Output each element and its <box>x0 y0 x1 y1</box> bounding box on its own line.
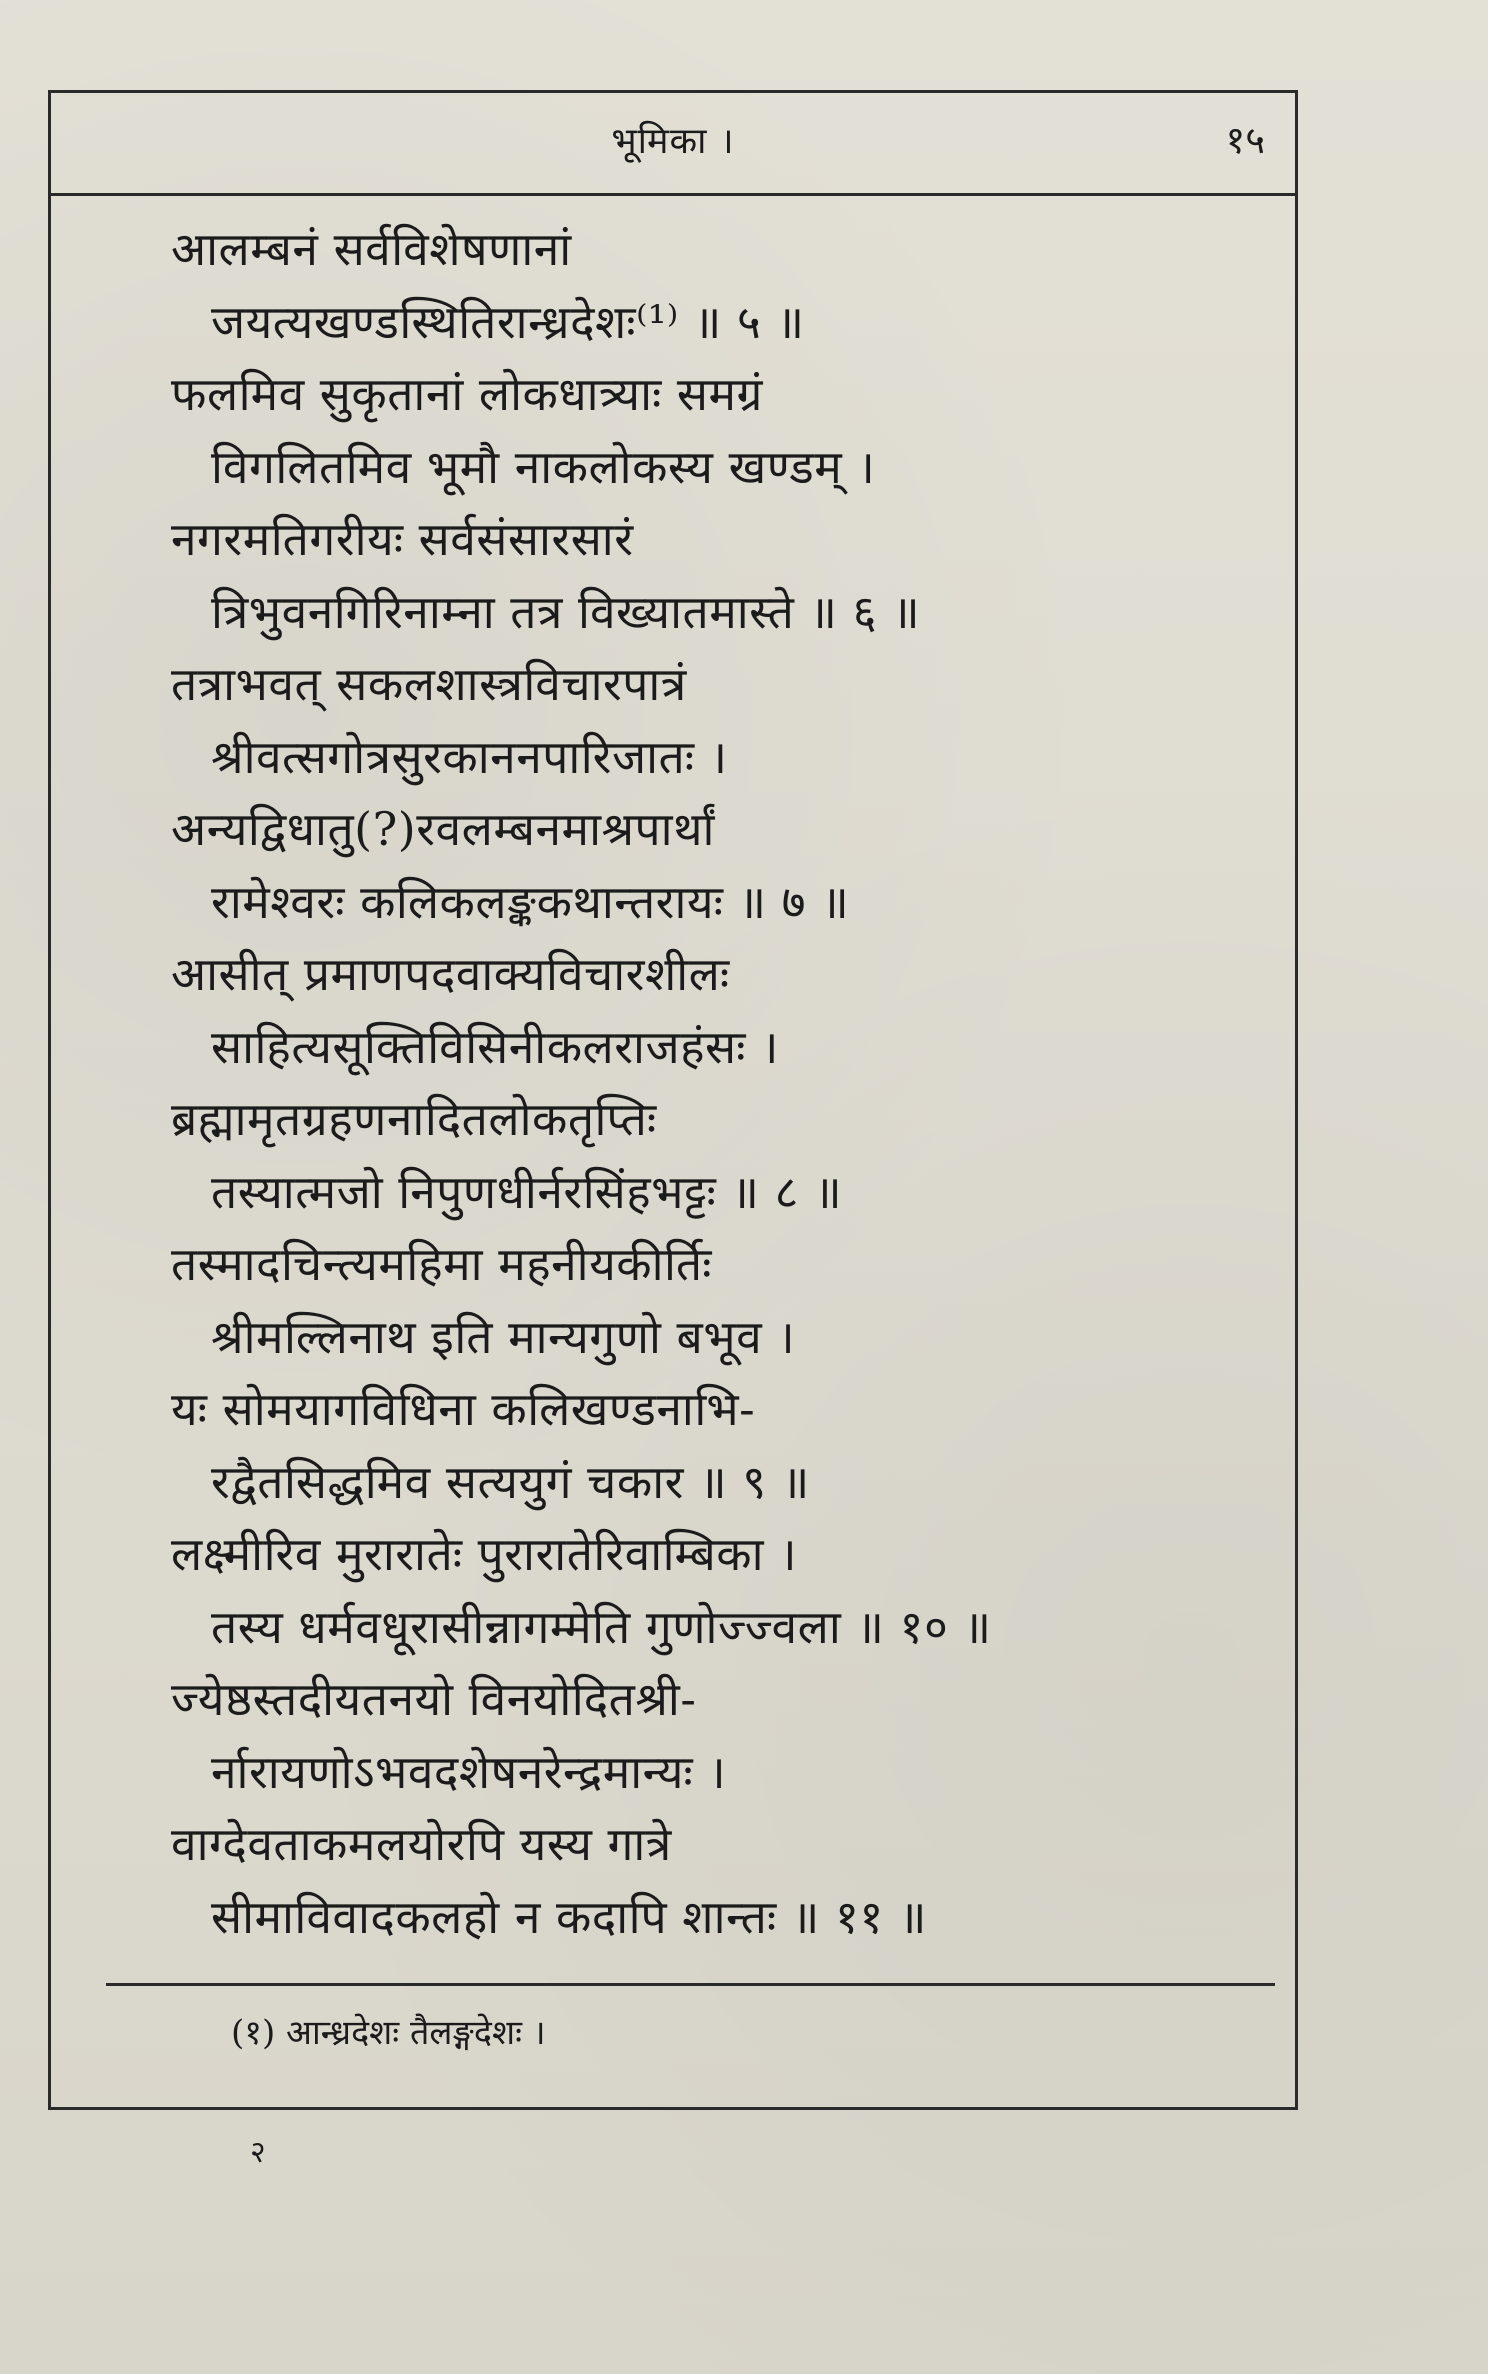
verse-line: तस्य धर्मवधूरासीन्नागम्मेति गुणोज्ज्वला ॥ १० ॥ <box>211 1599 992 1654</box>
verse-line: त्रिभुवनगिरिनाम्ना तत्र विख्यातमास्ते ॥ ६ ॥ <box>211 584 921 639</box>
verse-line: सीमाविवादकलहो न कदापि शान्तः ॥ ११ ॥ <box>211 1889 927 1944</box>
verse-line: आसीत् प्रमाणपदवाक्यविचारशीलः <box>171 947 730 1001</box>
verse-line: आलम्बनं सर्वविशेषणानां <box>171 222 572 276</box>
verse-line: तत्राभवत् सकलशास्त्रविचारपात्रं <box>171 657 687 711</box>
verse-line: रामेश्वरः कलिकलङ्ककथान्तरायः ॥ ७ ॥ <box>211 874 850 929</box>
verse-line: श्रीवत्सगोत्रसुरकाननपारिजातः । <box>211 729 728 784</box>
verse-line: फलमिव सुकृतानां लोकधात्र्याः समग्रं <box>171 367 763 421</box>
verse-line: वाग्देवताकमलयोरपि यस्य गात्रे <box>171 1817 672 1871</box>
verse-line: रद्वैतसिद्धमिव सत्ययुगं चकार ॥ ९ ॥ <box>211 1454 810 1509</box>
running-title: भूमिका । <box>611 121 735 162</box>
verse-block <box>171 213 1291 1953</box>
page-number: १५ <box>1225 118 1265 162</box>
verse-line: अन्यद्विधातु(?)रवलम्बनमाश्रपार्थां <box>171 802 715 856</box>
verse-line: विगलितमिव भूमौ नाकलोकस्य खण्डम् । <box>211 439 876 494</box>
verse-line: श्रीमल्लिनाथ इति मान्यगुणो बभूव । <box>211 1309 796 1364</box>
verse-line: यः सोमयागविधिना कलिखण्डनाभि- <box>171 1382 756 1436</box>
verse-line: ब्रह्मामृतग्रहणनादितलोकतृप्तिः <box>171 1092 657 1146</box>
verse-line: तस्यात्मजो निपुणधीर्नरसिंहभट्टः ॥ ८ ॥ <box>211 1164 843 1219</box>
page-frame <box>48 90 1298 2110</box>
signature-mark: २ <box>250 2135 266 2170</box>
verse-line: जयत्यखण्डस्थितिरान्ध्रदेशः⁽¹⁾ ॥ ५ ॥ <box>211 294 805 349</box>
verse-line: लक्ष्मीरिव मुरारातेः पुरारातेरिवाम्बिका । <box>171 1527 798 1581</box>
verse-line: र्नारायणोऽभवदशेषनरेन्द्रमान्यः । <box>211 1744 727 1799</box>
verse-line: साहित्यसूक्तिविसिनीकलराजहंसः । <box>211 1019 779 1074</box>
footnote-divider <box>106 1983 1275 1986</box>
footnote: (१) आन्ध्रदेशः तैलङ्गदेशः । <box>231 2013 546 2053</box>
verse-line: तस्मादचिन्त्यमहिमा महनीयकीर्तिः <box>171 1237 712 1291</box>
verse-line: ज्येष्ठस्तदीयतनयो विनयोदितश्री- <box>171 1672 697 1726</box>
running-header <box>51 93 1295 196</box>
verse-line: नगरमतिगरीयः सर्वसंसारसारं <box>171 512 634 566</box>
